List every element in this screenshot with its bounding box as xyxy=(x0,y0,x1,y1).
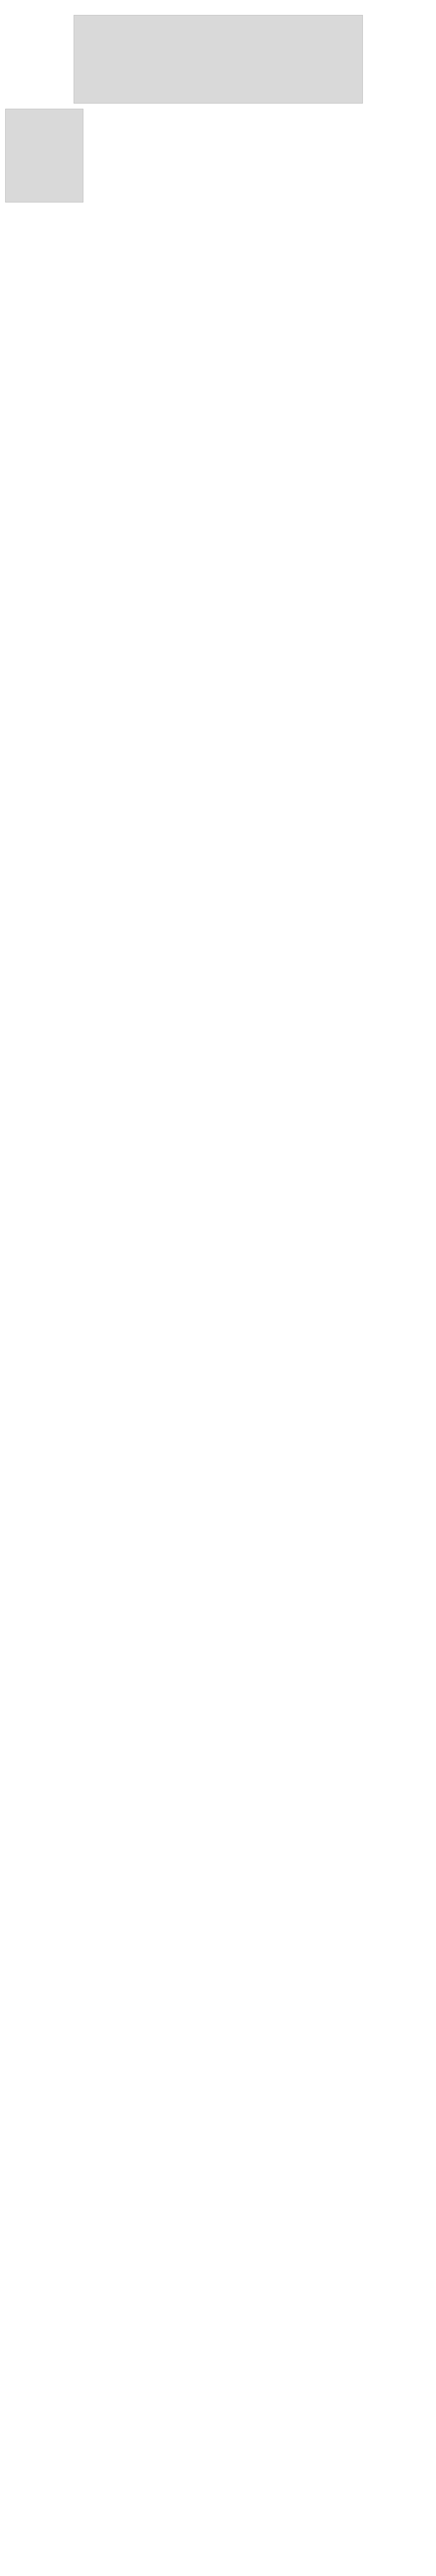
figure-1 xyxy=(5,15,431,104)
figure-2 xyxy=(5,109,83,204)
figure-1-image xyxy=(74,15,363,104)
figure-2-image xyxy=(5,109,83,202)
article-title xyxy=(5,3,431,12)
article xyxy=(0,0,436,104)
